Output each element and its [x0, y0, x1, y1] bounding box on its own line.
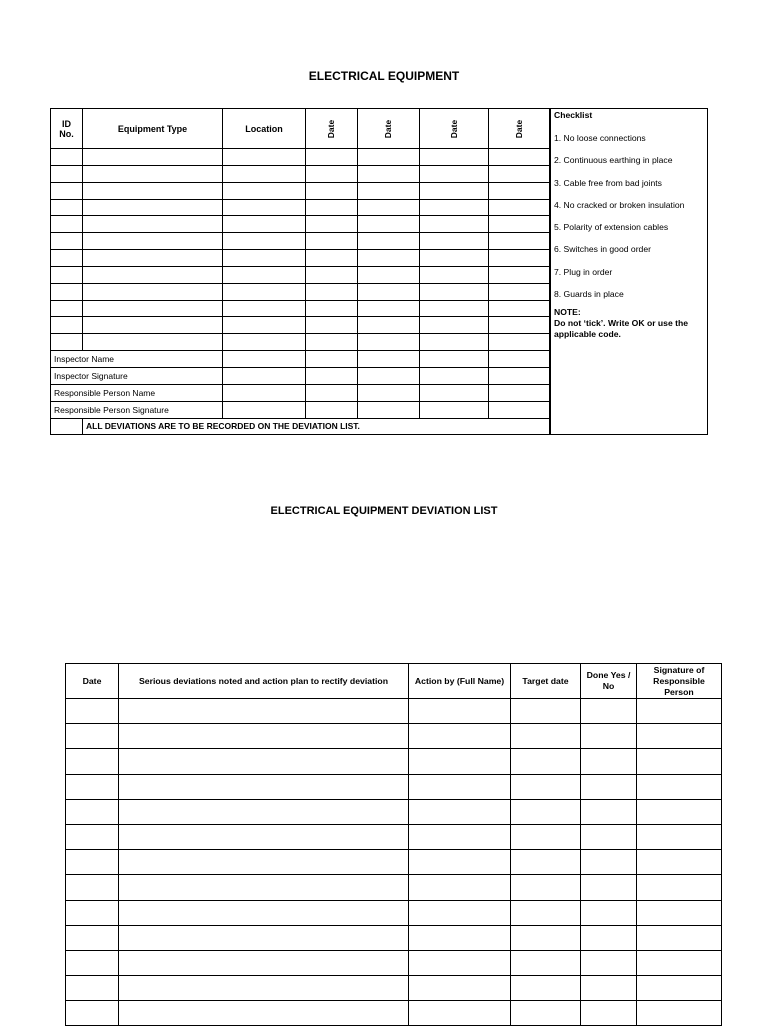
deviation-entry-row	[66, 950, 722, 975]
deviation-cell[interactable]	[66, 799, 119, 824]
checklist-item: 7. Plug in order	[554, 266, 613, 277]
signoff-cell[interactable]	[420, 401, 489, 418]
header-date-3: Date	[420, 109, 489, 149]
deviation-cell[interactable]	[119, 976, 409, 1001]
deviation-cell[interactable]	[119, 875, 409, 900]
signoff-cell[interactable]	[420, 384, 489, 401]
deviation-cell[interactable]	[119, 850, 409, 875]
deviation-cell[interactable]	[511, 900, 581, 925]
deviation-cell[interactable]	[66, 824, 119, 849]
deviation-cell[interactable]	[66, 900, 119, 925]
entry-cell[interactable]	[306, 250, 358, 267]
deviation-cell[interactable]	[409, 749, 511, 774]
deviation-cell[interactable]	[119, 749, 409, 774]
entry-cell[interactable]	[306, 165, 358, 182]
signoff-cell[interactable]	[223, 351, 306, 368]
header-date: Date	[66, 664, 119, 699]
entry-cell[interactable]	[306, 182, 358, 199]
deviation-cell[interactable]	[511, 1001, 581, 1026]
deviation-cell[interactable]	[637, 925, 722, 950]
entry-cell[interactable]	[420, 266, 489, 283]
entry-cell[interactable]	[489, 233, 551, 250]
deviation-cell[interactable]	[409, 824, 511, 849]
entry-cell[interactable]	[223, 266, 306, 283]
entry-cell[interactable]	[358, 182, 420, 199]
deviation-cell[interactable]	[637, 774, 722, 799]
entry-cell[interactable]	[51, 182, 83, 199]
deviation-cell[interactable]	[581, 724, 637, 749]
entry-cell[interactable]	[223, 165, 306, 182]
deviation-entry-row	[66, 799, 722, 824]
entry-cell[interactable]	[83, 300, 223, 317]
deviation-cell[interactable]	[66, 850, 119, 875]
signoff-row	[51, 367, 551, 384]
entry-cell[interactable]	[358, 266, 420, 283]
deviation-header-row	[66, 664, 722, 699]
entry-cell[interactable]	[306, 149, 358, 166]
deviation-cell[interactable]	[581, 799, 637, 824]
deviation-entry-row	[66, 699, 722, 724]
entry-cell[interactable]	[51, 250, 83, 267]
header-deviations: Serious deviations noted and action plan to rectify deviation	[119, 664, 409, 699]
entry-cell[interactable]	[51, 283, 83, 300]
signoff-cell[interactable]	[358, 384, 420, 401]
entry-cell[interactable]	[489, 199, 551, 216]
checklist-item: 4. No cracked or broken insulation	[554, 199, 685, 210]
entry-cell[interactable]	[51, 300, 83, 317]
deviation-cell[interactable]	[581, 774, 637, 799]
deviation-entry-row	[66, 1001, 722, 1026]
entry-cell[interactable]	[83, 334, 223, 351]
deviation-cell[interactable]	[511, 976, 581, 1001]
entry-cell[interactable]	[489, 216, 551, 233]
deviation-cell[interactable]	[409, 950, 511, 975]
entry-cell[interactable]	[83, 165, 223, 182]
deviation-cell[interactable]	[637, 900, 722, 925]
entry-cell[interactable]	[83, 216, 223, 233]
header-target-date: Target date	[511, 664, 581, 699]
entry-cell[interactable]	[358, 250, 420, 267]
deviation-cell[interactable]	[581, 699, 637, 724]
deviation-entry-row	[66, 976, 722, 1001]
header-date-1: Date	[306, 109, 358, 149]
equipment-entry-row	[51, 199, 551, 216]
entry-cell[interactable]	[83, 199, 223, 216]
entry-cell[interactable]	[223, 283, 306, 300]
deviation-cell[interactable]	[409, 774, 511, 799]
deviation-entry-row	[66, 925, 722, 950]
entry-cell[interactable]	[420, 317, 489, 334]
entry-cell[interactable]	[51, 216, 83, 233]
checklist-item: 5. Polarity of extension cables	[554, 222, 669, 233]
entry-cell[interactable]	[358, 300, 420, 317]
signoff-cell[interactable]	[223, 367, 306, 384]
signoff-cell[interactable]	[306, 367, 358, 384]
entry-cell[interactable]	[489, 182, 551, 199]
deviation-cell[interactable]	[119, 774, 409, 799]
form-title: ELECTRICAL EQUIPMENT	[308, 69, 460, 83]
deviation-notice: ALL DEVIATIONS ARE TO BE RECORDED ON THE DEVIATION LIST.	[83, 418, 551, 435]
deviation-cell[interactable]	[581, 875, 637, 900]
entry-cell[interactable]	[51, 266, 83, 283]
deviation-cell[interactable]	[511, 824, 581, 849]
entry-cell[interactable]	[358, 317, 420, 334]
signoff-cell[interactable]	[306, 401, 358, 418]
signoff-cell[interactable]	[306, 351, 358, 368]
entry-cell[interactable]	[489, 317, 551, 334]
entry-cell[interactable]	[489, 149, 551, 166]
deviation-cell[interactable]	[409, 976, 511, 1001]
deviation-cell[interactable]	[119, 699, 409, 724]
signoff-label: Inspector Name	[51, 351, 223, 368]
equipment-entry-row	[51, 233, 551, 250]
entry-cell[interactable]	[358, 233, 420, 250]
deviation-cell[interactable]	[66, 950, 119, 975]
entry-cell[interactable]	[420, 182, 489, 199]
equipment-entry-row	[51, 250, 551, 267]
deviation-cell[interactable]	[637, 950, 722, 975]
entry-cell[interactable]	[83, 233, 223, 250]
deviation-cell[interactable]	[66, 976, 119, 1001]
signoff-label: Inspector Signature	[51, 367, 223, 384]
entry-cell[interactable]	[420, 149, 489, 166]
deviation-cell[interactable]	[119, 824, 409, 849]
entry-cell[interactable]	[420, 283, 489, 300]
deviation-cell[interactable]	[581, 976, 637, 1001]
entry-cell[interactable]	[223, 334, 306, 351]
deviation-entry-row	[66, 724, 722, 749]
deviation-cell[interactable]	[511, 799, 581, 824]
entry-cell[interactable]	[83, 149, 223, 166]
deviation-cell[interactable]	[637, 1001, 722, 1026]
signoff-row	[51, 384, 551, 401]
deviation-cell[interactable]	[511, 875, 581, 900]
entry-cell[interactable]	[223, 300, 306, 317]
deviation-cell[interactable]	[119, 1001, 409, 1026]
entry-cell[interactable]	[420, 216, 489, 233]
checklist-note-text: Do not ‘tick’. Write OK or use the applicable code.	[554, 318, 689, 340]
signoff-cell[interactable]	[489, 367, 551, 384]
deviation-cell[interactable]	[511, 925, 581, 950]
entry-cell[interactable]	[489, 300, 551, 317]
deviation-cell[interactable]	[66, 774, 119, 799]
deviation-cell[interactable]	[409, 799, 511, 824]
checklist-item: 1. No loose connections	[554, 133, 646, 143]
entry-cell[interactable]	[306, 233, 358, 250]
signoff-cell[interactable]	[358, 401, 420, 418]
equipment-entry-row	[51, 149, 551, 166]
deviation-cell[interactable]	[66, 699, 119, 724]
deviation-cell[interactable]	[637, 875, 722, 900]
entry-cell[interactable]	[420, 334, 489, 351]
deviation-cell[interactable]	[66, 1001, 119, 1026]
signoff-cell[interactable]	[489, 401, 551, 418]
entry-cell[interactable]	[358, 149, 420, 166]
deviation-cell[interactable]	[637, 799, 722, 824]
deviation-list-title: ELECTRICAL EQUIPMENT DEVIATION LIST	[270, 505, 498, 517]
entry-cell[interactable]	[83, 250, 223, 267]
deviation-cell[interactable]	[511, 850, 581, 875]
entry-cell[interactable]	[83, 182, 223, 199]
equipment-entry-row	[51, 317, 551, 334]
deviation-entry-row	[66, 774, 722, 799]
deviation-cell[interactable]	[409, 724, 511, 749]
entry-cell[interactable]	[306, 283, 358, 300]
header-date-2: Date	[358, 109, 420, 149]
equipment-entry-row	[51, 334, 551, 351]
checklist-item: 6. Switches in good order	[554, 244, 651, 255]
footer-blank-cell	[51, 418, 83, 435]
deviation-cell[interactable]	[637, 699, 722, 724]
entry-cell[interactable]	[223, 216, 306, 233]
entry-cell[interactable]	[489, 283, 551, 300]
signoff-cell[interactable]	[306, 384, 358, 401]
entry-cell[interactable]	[358, 216, 420, 233]
deviation-entry-row	[66, 749, 722, 774]
header-done: Done Yes / No	[581, 664, 637, 699]
deviation-cell[interactable]	[409, 900, 511, 925]
entry-cell[interactable]	[489, 266, 551, 283]
deviation-cell[interactable]	[581, 950, 637, 975]
entry-cell[interactable]	[306, 300, 358, 317]
deviation-cell[interactable]	[511, 950, 581, 975]
deviation-cell[interactable]	[66, 925, 119, 950]
deviation-cell[interactable]	[119, 724, 409, 749]
deviation-cell[interactable]	[66, 749, 119, 774]
deviation-cell[interactable]	[637, 749, 722, 774]
deviation-cell[interactable]	[581, 850, 637, 875]
entry-cell[interactable]	[306, 334, 358, 351]
signoff-cell[interactable]	[420, 351, 489, 368]
signoff-row	[51, 351, 551, 368]
equipment-entry-row	[51, 182, 551, 199]
entry-cell[interactable]	[51, 199, 83, 216]
deviation-cell[interactable]	[409, 925, 511, 950]
signoff-cell[interactable]	[223, 384, 306, 401]
deviation-entry-row	[66, 850, 722, 875]
equipment-entry-row	[51, 216, 551, 233]
entry-cell[interactable]	[489, 334, 551, 351]
deviation-cell[interactable]	[409, 850, 511, 875]
deviation-entry-row	[66, 824, 722, 849]
checklist-panel	[549, 108, 708, 435]
checklist-item: 2. Continuous earthing in place	[554, 155, 673, 166]
deviation-cell[interactable]	[581, 1001, 637, 1026]
deviation-cell[interactable]	[409, 1001, 511, 1026]
deviation-cell[interactable]	[511, 749, 581, 774]
entry-cell[interactable]	[358, 165, 420, 182]
deviation-cell[interactable]	[511, 699, 581, 724]
entry-cell[interactable]	[489, 250, 551, 267]
entry-cell[interactable]	[223, 317, 306, 334]
signoff-label: Responsible Person Signature	[51, 401, 223, 418]
footer-row	[51, 418, 551, 435]
deviation-cell[interactable]	[581, 900, 637, 925]
deviation-cell[interactable]	[511, 774, 581, 799]
signoff-cell[interactable]	[489, 351, 551, 368]
equipment-entry-row	[51, 300, 551, 317]
entry-cell[interactable]	[51, 317, 83, 334]
signoff-cell[interactable]	[358, 351, 420, 368]
deviation-cell[interactable]	[637, 824, 722, 849]
deviation-cell[interactable]	[119, 900, 409, 925]
deviation-cell[interactable]	[119, 799, 409, 824]
signoff-cell[interactable]	[420, 367, 489, 384]
equipment-entry-row	[51, 165, 551, 182]
deviation-cell[interactable]	[511, 724, 581, 749]
deviation-list-table	[65, 663, 722, 1026]
signoff-cell[interactable]	[489, 384, 551, 401]
entry-cell[interactable]	[223, 182, 306, 199]
signoff-row	[51, 401, 551, 418]
signoff-cell[interactable]	[358, 367, 420, 384]
checklist-title: Checklist	[554, 110, 593, 120]
entry-cell[interactable]	[223, 149, 306, 166]
entry-cell[interactable]	[83, 266, 223, 283]
entry-cell[interactable]	[358, 334, 420, 351]
deviation-cell[interactable]	[581, 824, 637, 849]
entry-cell[interactable]	[420, 165, 489, 182]
deviation-cell[interactable]	[581, 925, 637, 950]
entry-cell[interactable]	[223, 250, 306, 267]
header-action-by: Action by (Full Name)	[409, 664, 511, 699]
equipment-entry-row	[51, 283, 551, 300]
entry-cell[interactable]	[223, 199, 306, 216]
checklist-item: 8. Guards in place	[554, 289, 624, 300]
header-date-4: Date	[489, 109, 551, 149]
deviation-cell[interactable]	[119, 925, 409, 950]
deviation-cell[interactable]	[119, 950, 409, 975]
entry-cell[interactable]	[420, 250, 489, 267]
equipment-entry-row	[51, 266, 551, 283]
header-signature: Signature of Responsible Person	[637, 664, 722, 699]
deviation-cell[interactable]	[409, 875, 511, 900]
deviation-cell[interactable]	[637, 724, 722, 749]
entry-cell[interactable]	[306, 216, 358, 233]
signoff-label: Responsible Person Name	[51, 384, 223, 401]
deviation-cell[interactable]	[66, 875, 119, 900]
entry-cell[interactable]	[51, 334, 83, 351]
entry-cell[interactable]	[358, 283, 420, 300]
entry-cell[interactable]	[489, 165, 551, 182]
deviation-cell[interactable]	[637, 850, 722, 875]
entry-cell[interactable]	[420, 300, 489, 317]
deviation-cell[interactable]	[409, 699, 511, 724]
entry-cell[interactable]	[306, 199, 358, 216]
entry-cell[interactable]	[358, 199, 420, 216]
entry-cell[interactable]	[420, 199, 489, 216]
header-location: Location	[223, 109, 306, 149]
deviation-entry-row	[66, 900, 722, 925]
deviation-cell[interactable]	[66, 724, 119, 749]
equipment-header-row	[51, 109, 551, 149]
checklist-note-title: NOTE:	[554, 307, 581, 318]
deviation-entry-row	[66, 875, 722, 900]
entry-cell[interactable]	[306, 266, 358, 283]
deviation-cell[interactable]	[637, 976, 722, 1001]
entry-cell[interactable]	[420, 233, 489, 250]
header-equipment-type: Equipment Type	[83, 109, 223, 149]
entry-cell[interactable]	[83, 283, 223, 300]
entry-cell[interactable]	[51, 233, 83, 250]
entry-cell[interactable]	[306, 317, 358, 334]
entry-cell[interactable]	[51, 165, 83, 182]
entry-cell[interactable]	[223, 233, 306, 250]
entry-cell[interactable]	[51, 149, 83, 166]
header-id-no: ID No.	[51, 109, 83, 149]
signoff-cell[interactable]	[223, 401, 306, 418]
equipment-register-table	[50, 108, 551, 435]
deviation-cell[interactable]	[581, 749, 637, 774]
entry-cell[interactable]	[83, 317, 223, 334]
checklist-item: 3. Cable free from bad joints	[554, 177, 662, 188]
